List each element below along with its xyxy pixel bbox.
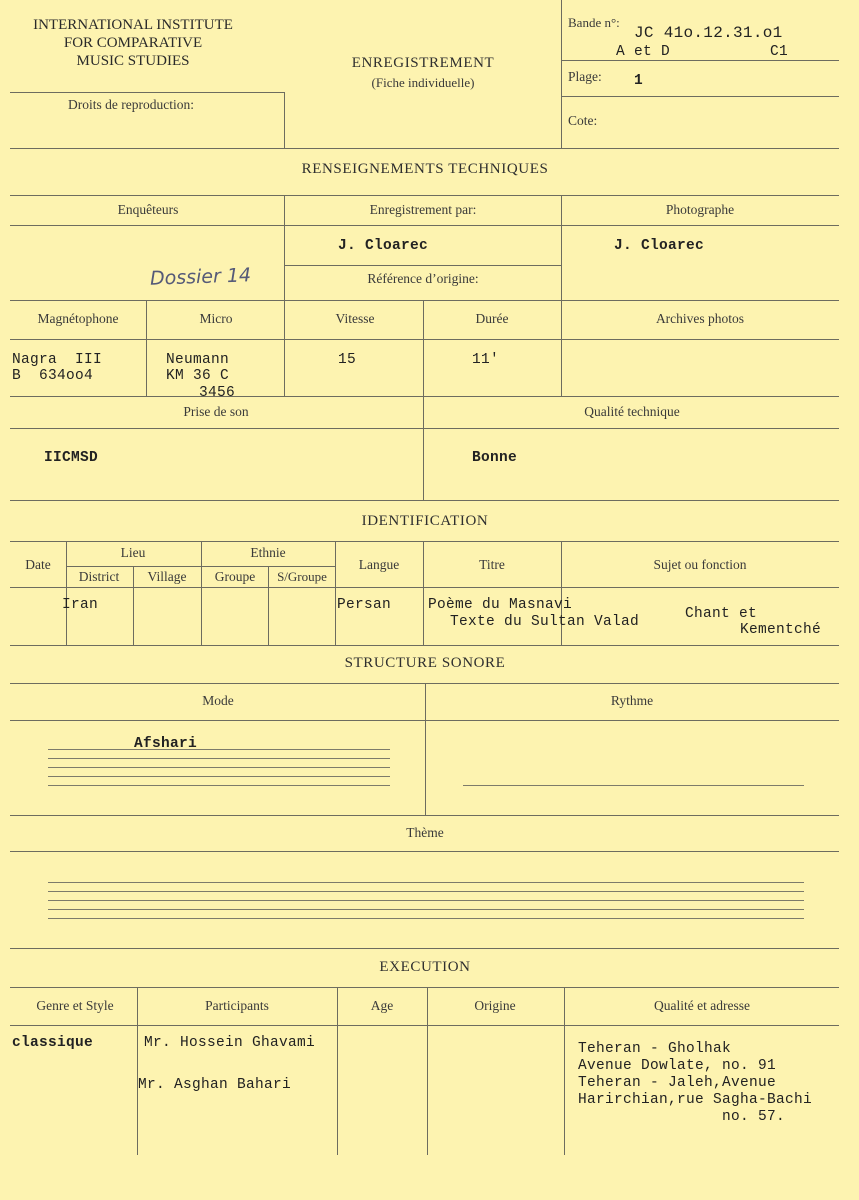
district-label: District [78, 569, 120, 584]
photographe-value[interactable]: J. Cloarec [614, 238, 705, 254]
institute-line-3: MUSIC STUDIES [76, 53, 190, 69]
institute-line-2: FOR COMPARATIVE [63, 35, 203, 51]
ethnie-label: Ethnie [250, 545, 286, 560]
adresse-2[interactable]: Avenue Dowlate, no. 91 [578, 1058, 777, 1074]
adresse-1[interactable]: Teheran - Gholhak [578, 1041, 732, 1057]
plage-value[interactable]: 1 [634, 73, 644, 89]
droits-label: Droits de reproduction: [68, 97, 194, 112]
langue-value[interactable]: Persan [337, 597, 392, 613]
adresse-4[interactable]: Harirchian,rue Sagha-Bachi [578, 1092, 813, 1108]
sujet-label: Sujet ou fonction [653, 557, 747, 572]
lieu-label: Lieu [120, 545, 146, 560]
rythme-label: Rythme [610, 693, 654, 708]
prise-value[interactable]: IICMSD [44, 450, 99, 466]
vitesse-value[interactable]: 15 [338, 352, 357, 368]
vitesse-label: Vitesse [335, 311, 375, 326]
reference-label: Référence d’origine: [367, 271, 479, 286]
enregistrement-par-label: Enregistrement par: [369, 202, 477, 217]
micro-value-3[interactable]: 3456 [199, 385, 236, 401]
magnetophone-value-1[interactable]: Nagra III [12, 352, 103, 368]
institute-line-1: INTERNATIONAL INSTITUTE [33, 17, 233, 33]
sujet-value-2[interactable]: Kementché [740, 622, 822, 638]
genre-label: Genre et Style [36, 998, 114, 1013]
adresse-3[interactable]: Teheran - Jaleh,Avenue [578, 1075, 777, 1091]
section-ident-heading: IDENTIFICATION [361, 513, 489, 529]
mode-label: Mode [202, 693, 234, 708]
participant-2[interactable]: Mr. Asghan Bahari [138, 1077, 292, 1093]
titre-label: Titre [479, 557, 505, 572]
form-title: ENREGISTREMENT [351, 55, 495, 71]
bande-value-1[interactable]: JC 41o.12.31.o1 [634, 24, 783, 42]
genre-value[interactable]: classique [12, 1035, 94, 1051]
prise-label: Prise de son [183, 404, 249, 419]
participants-label: Participants [205, 998, 269, 1013]
section-exec-heading: EXECUTION [379, 959, 471, 975]
qualite-tech-label: Qualité technique [584, 404, 680, 419]
archives-label: Archives photos [655, 311, 745, 326]
institute-name [8, 16, 258, 70]
bande-value-2a[interactable]: A et D [616, 44, 671, 60]
micro-value-2[interactable]: KM 36 C [166, 368, 230, 384]
enregistrement-par-value[interactable]: J. Cloarec [338, 238, 429, 254]
handwritten-dossier-note: Dossier 14 [149, 264, 252, 290]
duree-value[interactable]: 11' [472, 352, 500, 368]
titre-value-2[interactable]: Texte du Sultan Valad [450, 614, 640, 630]
magnetophone-value-2[interactable]: B 634oo4 [12, 368, 94, 384]
section-struct-heading: STRUCTURE SONORE [344, 655, 506, 671]
magnetophone-label: Magnétophone [37, 311, 119, 326]
duree-label: Durée [475, 311, 509, 326]
sgroupe-label: S/Groupe [277, 569, 327, 584]
bande-label: Bande n°: [568, 15, 620, 30]
age-label: Age [370, 998, 394, 1013]
plage-label: Plage: [568, 69, 602, 84]
village-label: Village [147, 569, 187, 584]
micro-value-1[interactable]: Neumann [166, 352, 230, 368]
enqueteurs-label: Enquêteurs [117, 202, 179, 217]
participant-1[interactable]: Mr. Hossein Ghavami [144, 1035, 316, 1051]
titre-value-1[interactable]: Poème du Masnavi [428, 597, 573, 613]
adresse-5[interactable]: no. 57. [722, 1109, 786, 1125]
theme-label: Thème [406, 825, 444, 840]
section-tech-heading: RENSEIGNEMENTS TECHNIQUES [301, 161, 549, 177]
micro-label: Micro [199, 311, 233, 326]
photographe-label: Photographe [665, 202, 735, 217]
qualite-tech-value[interactable]: Bonne [472, 450, 518, 466]
origine-label: Origine [474, 998, 516, 1013]
form-subtitle: (Fiche individuelle) [371, 75, 475, 90]
groupe-label: Groupe [214, 569, 256, 584]
sujet-value-1[interactable]: Chant et [685, 606, 758, 622]
district-value[interactable]: Iran [62, 597, 99, 613]
bande-value-2b[interactable]: C1 [770, 44, 789, 60]
mode-value[interactable]: Afshari [134, 736, 198, 752]
qualite-adresse-label: Qualité et adresse [654, 998, 750, 1013]
cote-label: Cote: [568, 113, 598, 128]
date-label: Date [25, 557, 51, 572]
langue-label: Langue [358, 557, 400, 572]
